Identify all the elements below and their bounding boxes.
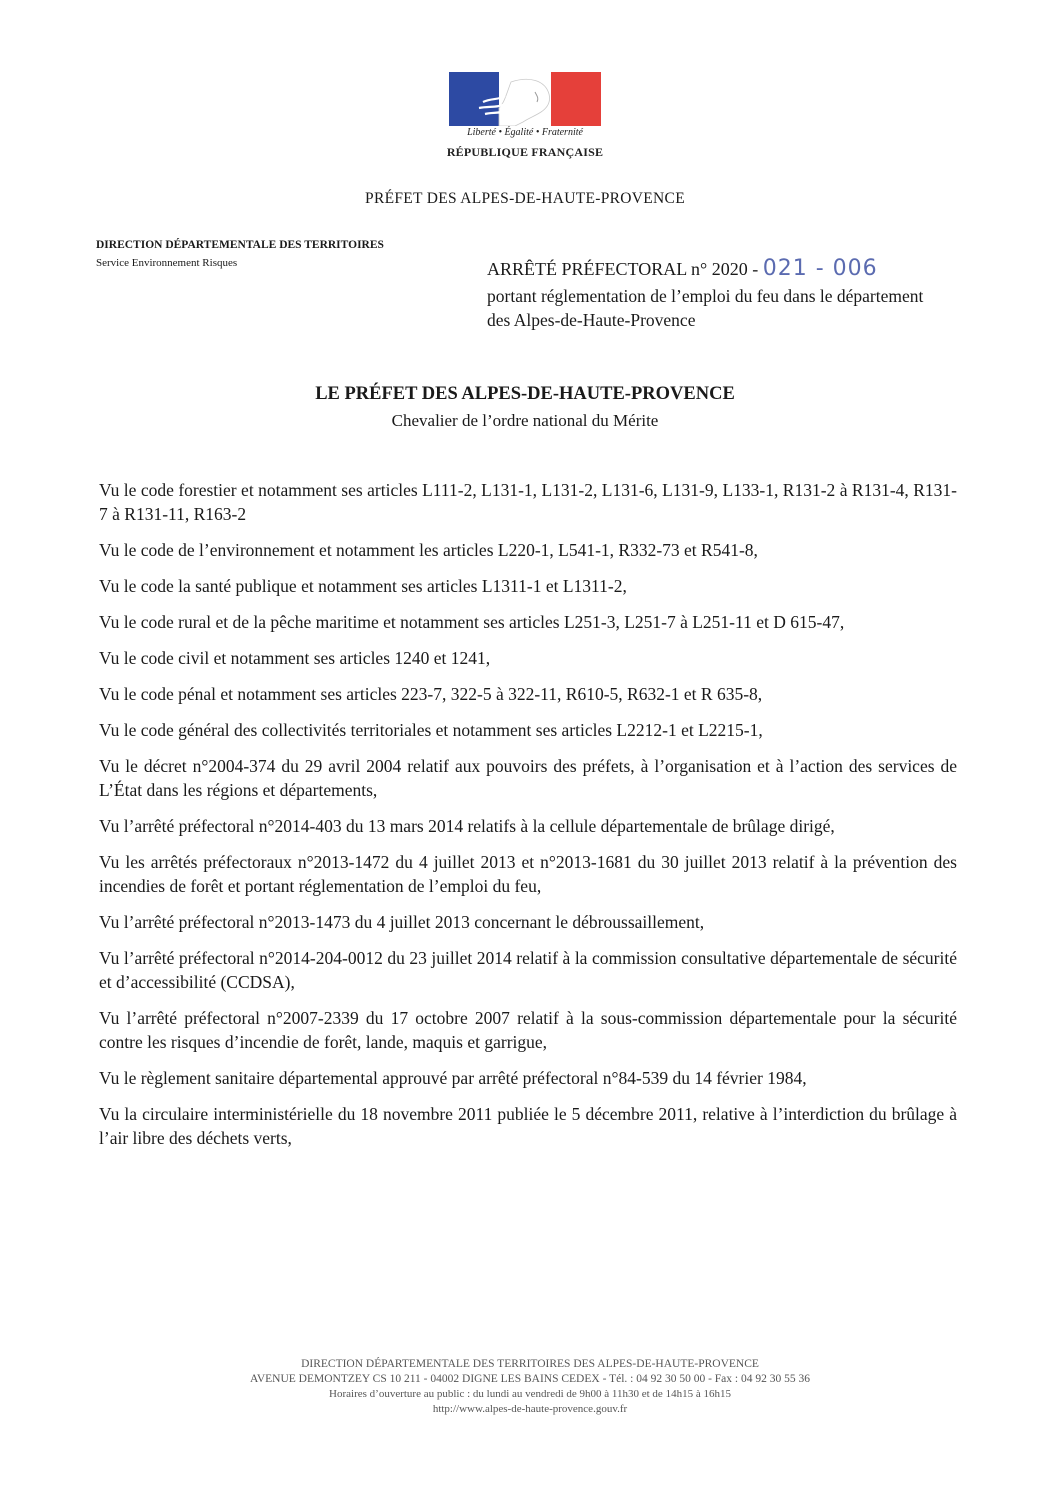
visa-paragraph: Vu l’arrêté préfectoral n°2013-1473 du 4 juillet 2013 concernant le débroussaillement, — [99, 912, 705, 932]
visa-paragraph: Vu le code rural et de la pêche maritime et notamment ses articles L251-3, L251-7 à L251-11 et D 615-47, — [99, 612, 845, 632]
visa-paragraph: Vu la circulaire interministérielle du 18 novembre 2011 publiée le 5 décembre 2011, relative à l’interdiction du brûlage à l’air libre des déchets verts, — [99, 1104, 957, 1148]
service-label: Service Environnement Risques — [96, 257, 238, 269]
republic-label: RÉPUBLIQUE FRANÇAISE — [446, 145, 604, 159]
marianne-emblem-icon — [449, 72, 601, 126]
footer-address: AVENUE DEMONTZEY CS 10 211 - 04002 DIGNE LES BAINS CEDEX - Tél. : 04 92 30 50 00 - Fax : 04 92 30 55 36 — [250, 1373, 810, 1385]
visa-paragraph: Vu le code civil et notamment ses articles 1240 et 1241, — [99, 648, 491, 668]
direction-label: DIRECTION DÉPARTEMENTALE DES TERRITOIRES — [96, 239, 384, 251]
visa-paragraph: Vu l’arrêté préfectoral n°2007-2339 du 17 octobre 2007 relatif à la sous-commission départementale pour la sécurité contre les risques d’incendie de forêt, lande, maquis et garrigue, — [99, 1008, 957, 1052]
arrete-number — [487, 256, 878, 281]
footer-website-link[interactable]: http://www.alpes-de-haute-provence.gouv.fr — [432, 1403, 628, 1415]
visa-paragraph: Vu l’arrêté préfectoral n°2014-403 du 13 mars 2014 relatifs à la cellule départementale de brûlage dirigé, — [99, 816, 835, 836]
visa-paragraph: Vu le code pénal et notamment ses articles 223-7, 322-5 à 322-11, R610-5, R632-1 et R 635-8, — [99, 684, 763, 704]
footer-direction: DIRECTION DÉPARTEMENTALE DES TERRITOIRES DES ALPES-DE-HAUTE-PROVENCE — [301, 1358, 759, 1370]
visa-paragraph: Vu les arrêtés préfectoraux n°2013-1472 du 4 juillet 2013 et n°2013-1681 du 30 juillet 2013 relatif à la prévention des incendies de forêt et portant réglementation de l’emploi du feu, — [99, 852, 957, 896]
prefecture-heading: PRÉFET DES ALPES-DE-HAUTE-PROVENCE — [365, 190, 685, 207]
visa-paragraph: Vu le code de l’environnement et notamment les articles L220-1, L541-1, R332-73 et R541-8, — [99, 540, 758, 560]
page-footer — [150, 1357, 910, 1417]
prefet-title: LE PRÉFET DES ALPES-DE-HAUTE-PROVENCE — [315, 384, 735, 404]
visa-paragraph: Vu l’arrêté préfectoral n°2014-204-0012 du 23 juillet 2014 relatif à la commission consultative départementale de sécurité et d’accessibilité (CCDSA), — [99, 948, 957, 992]
prefet-subtitle: Chevalier de l’ordre national du Mérite — [391, 411, 659, 430]
handwritten-arrete-number: 021 - 006 — [762, 256, 878, 281]
visa-paragraph: Vu le code forestier et notamment ses articles L111-2, L131-1, L131-2, L131-6, L131-9, L133-1, R131-2 à R131-4, R131-7 à R131-11, R163-2 — [99, 480, 957, 524]
republic-motto: Liberté • Égalité • Fraternité — [467, 127, 583, 138]
arrete-prefix: ARRÊTÉ PRÉFECTORAL n° 2020 - — [487, 259, 759, 279]
visa-paragraph: Vu le code la santé publique et notamment ses articles L1311-1 et L1311-2, — [99, 576, 627, 596]
visa-paragraph: Vu le code général des collectivités territoriales et notamment ses articles L2212-1 et L2215-1, — [99, 720, 763, 740]
visas-list — [99, 478, 957, 1162]
arrete-subject: portant réglementation de l’emploi du feu dans le département des Alpes-de-Haute-Provence — [487, 286, 924, 330]
visa-paragraph: Vu le décret n°2004-374 du 29 avril 2004 relatif aux pouvoirs des préfets, à l’organisation et à l’action des services de L’État dans les régions et départements, — [99, 756, 957, 800]
visa-paragraph: Vu le règlement sanitaire départemental approuvé par arrêté préfectoral n°84-539 du 14 février 1984, — [99, 1068, 807, 1088]
marianne-logo — [449, 72, 601, 126]
footer-hours: Horaires d’ouverture au public : du lundi au vendredi de 9h00 à 11h30 et de 14h15 à 16h15 — [329, 1388, 731, 1400]
